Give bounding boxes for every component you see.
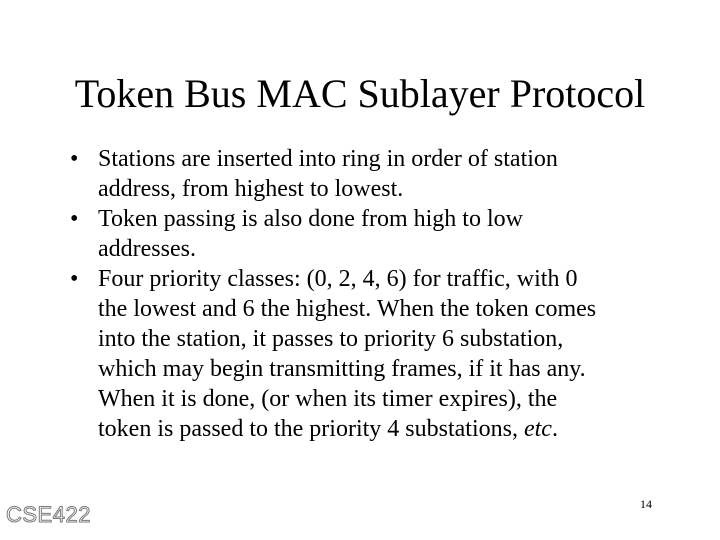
bullet-3-line-4: which may begin transmitting frames, if it has any. <box>98 356 586 382</box>
bullet-3-trailing-period: . <box>551 416 558 442</box>
bullet-item-3 <box>70 264 695 444</box>
bullet-3-line-1: Four priority classes: (0, 2, 4, 6) for traffic, with 0 <box>98 266 578 292</box>
etc-emphasis: etc <box>523 416 552 442</box>
page-number: 14 <box>640 497 652 511</box>
bullet-1-line-1: Stations are inserted into ring in order of station <box>98 146 558 172</box>
bullet-icon: • <box>70 266 79 292</box>
slide-title: Token Bus MAC Sublayer Protocol <box>74 71 646 116</box>
bullet-3-line-2: the lowest and 6 the highest. When the token comes <box>98 296 597 322</box>
bullet-item-2 <box>70 204 695 264</box>
bullet-2-line-1: Token passing is also done from high to low <box>98 206 523 232</box>
bullet-3-line-6-text: token is passed to the priority 4 substations, <box>98 416 524 442</box>
bullet-list <box>70 144 695 444</box>
bullet-item-1 <box>70 144 695 204</box>
bullet-3-line-3: into the station, it passes to priority 6 substation, <box>98 326 564 352</box>
bullet-3-line-5: When it is done, (or when its timer expires), the <box>98 386 558 412</box>
bullet-icon: • <box>70 146 79 172</box>
bullet-1-line-2: address, from highest to lowest. <box>98 176 404 202</box>
bullet-icon: • <box>70 206 79 232</box>
bullet-3-line-6 <box>98 414 695 444</box>
course-logo: CSE422 <box>6 502 91 527</box>
bullet-2-line-2: addresses. <box>98 236 196 262</box>
